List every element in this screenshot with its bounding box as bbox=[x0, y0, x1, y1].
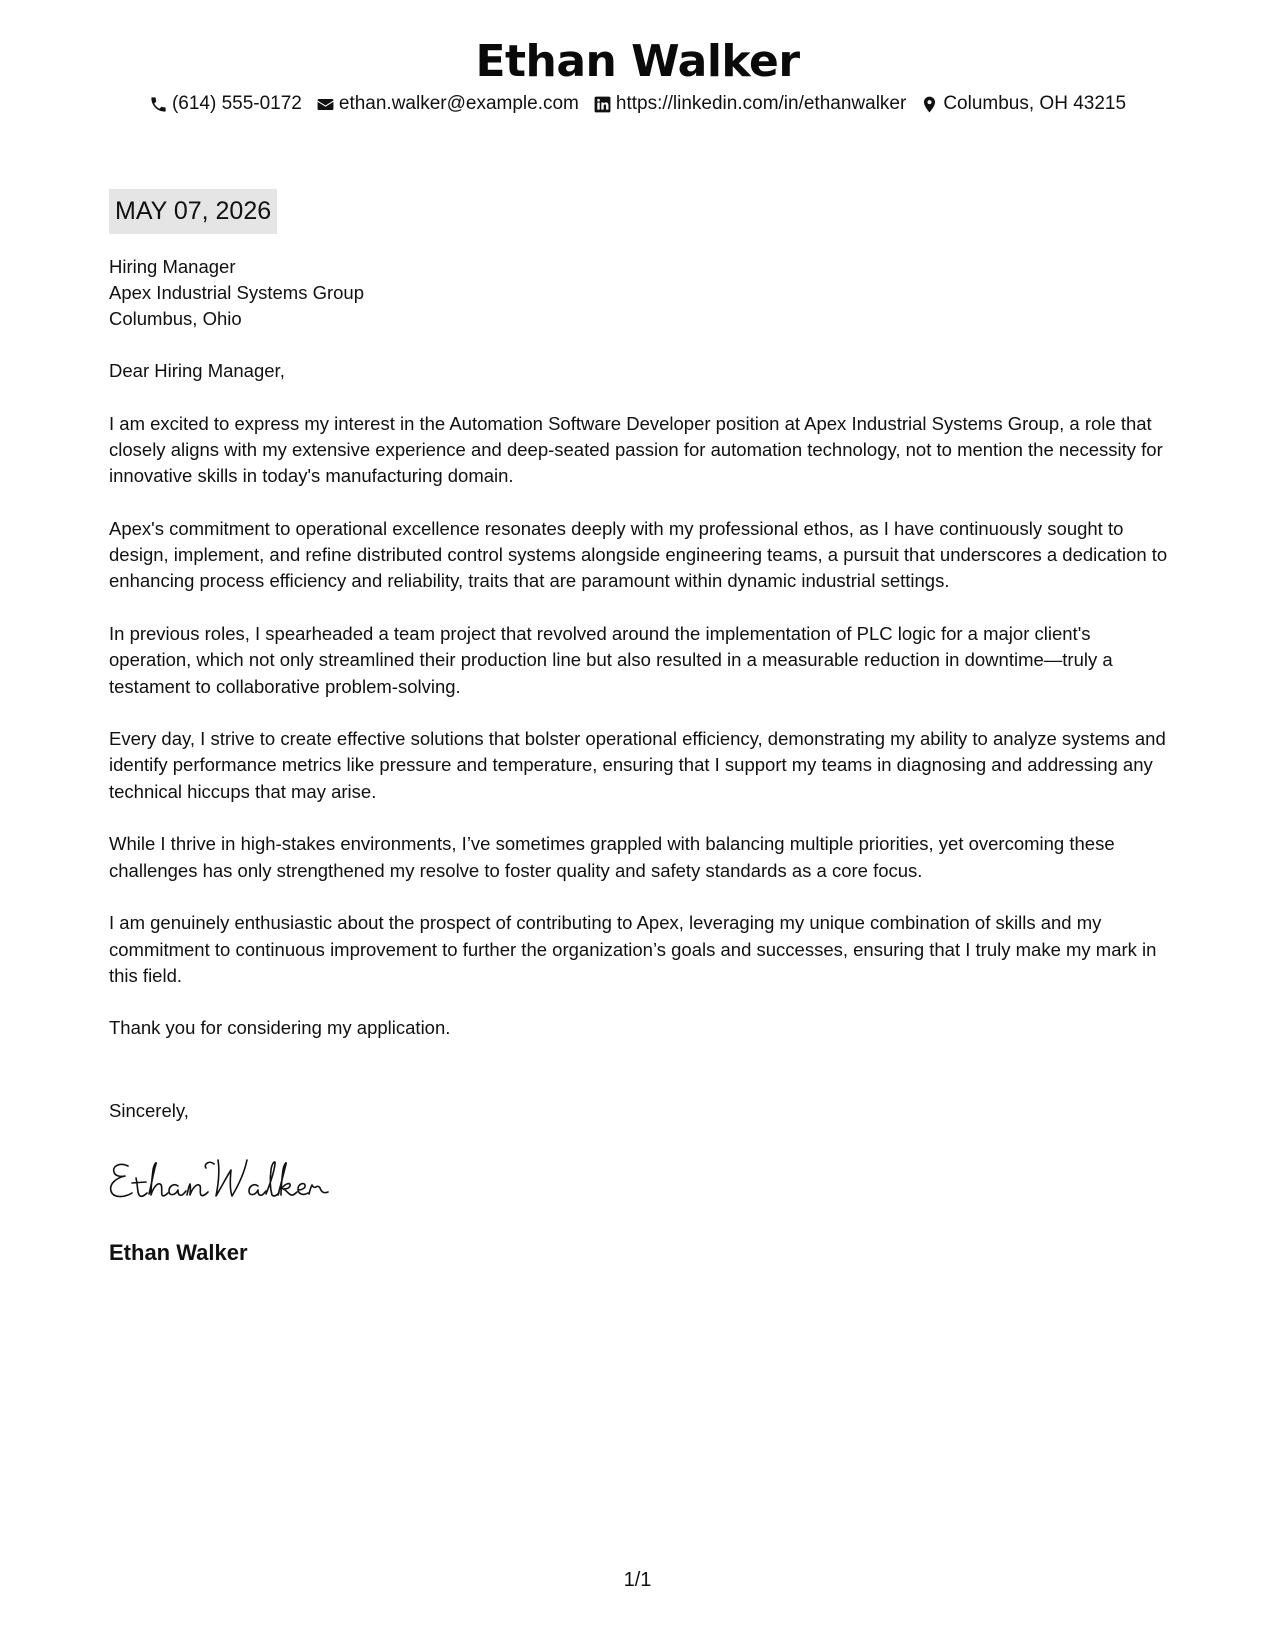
page-number: 1/1 bbox=[623, 1569, 652, 1591]
body-paragraph: In previous roles, I spearheaded a team project that revolved around the implementation of PLC logic for a major client's operation, which not only streamlined their production line but also resulted in a measurable reduction in downtime—truly a testament to collaborative problem-solving. bbox=[109, 622, 1113, 697]
recipient-company: Apex Industrial Systems Group bbox=[109, 282, 364, 303]
handwritten-signature bbox=[106, 1152, 336, 1212]
contact-email[interactable] bbox=[316, 92, 579, 116]
body-paragraph: Apex's commitment to operational excellence resonates deeply with my professional ethos, as I have continuously sought to design, implement, and refine distributed control systems alongside engineering teams, a pursuit that underscores a dedication to enhancing process efficiency and reliability, traits that are paramount within dynamic industrial settings. bbox=[109, 517, 1168, 592]
linkedin-text[interactable]: https://linkedin.com/in/ethanwalker bbox=[615, 93, 907, 114]
contact-linkedin[interactable] bbox=[593, 92, 906, 116]
body-paragraph: While I thrive in high-stakes environments, I’ve sometimes grappled with balancing multiple priorities, yet overcoming these challenges has only strengthened my resolve to foster quality and safety standards as a core focus. bbox=[109, 833, 1115, 881]
email-text[interactable]: ethan.walker@example.com bbox=[338, 93, 579, 114]
body-paragraph: Every day, I strive to create effective solutions that bolster operational efficiency, demonstrating my ability to analyze systems and identify performance metrics like pressure and temperature, ensuring that I support my teams in diagnosing and addressing any technical hiccups that may arise. bbox=[109, 728, 1166, 802]
body-paragraph: I am excited to express my interest in the Automation Software Developer position at Apex Industrial Systems Group, a role that closely aligns with my extensive experience and deep-seated passion for automation technology, not to mention the necessity for innovative skills in today's manufacturing domain. bbox=[109, 412, 1163, 487]
envelope-icon bbox=[316, 95, 335, 114]
phone-icon bbox=[149, 95, 168, 114]
linkedin-icon bbox=[593, 95, 612, 114]
recipient-location: Columbus, Ohio bbox=[109, 308, 242, 329]
letter-body bbox=[109, 358, 1174, 1068]
map-pin-icon bbox=[920, 95, 939, 114]
body-paragraph: Thank you for considering my application. bbox=[109, 1017, 451, 1039]
recipient-title: Hiring Manager bbox=[109, 256, 236, 277]
body-paragraph: I am genuinely enthusiastic about the prospect of contributing to Apex, leveraging my unique combination of skills and my commitment to continuous improvement to further the organization’s goals and successes, ensuring that I truly make my mark in this field. bbox=[109, 912, 1157, 986]
salutation: Dear Hiring Manager, bbox=[109, 360, 285, 381]
recipient-block bbox=[109, 254, 364, 332]
closing: Sincerely, bbox=[109, 1100, 189, 1121]
letter-date: MAY 07, 2026 bbox=[109, 189, 277, 234]
contact-bar bbox=[0, 92, 1275, 116]
phone-text: (614) 555-0172 bbox=[171, 93, 302, 114]
contact-location bbox=[920, 92, 1126, 116]
signer-name: Ethan Walker bbox=[109, 1240, 248, 1265]
contact-phone bbox=[149, 92, 302, 116]
applicant-name: Ethan Walker bbox=[475, 36, 800, 87]
location-text: Columbus, OH 43215 bbox=[943, 93, 1127, 114]
